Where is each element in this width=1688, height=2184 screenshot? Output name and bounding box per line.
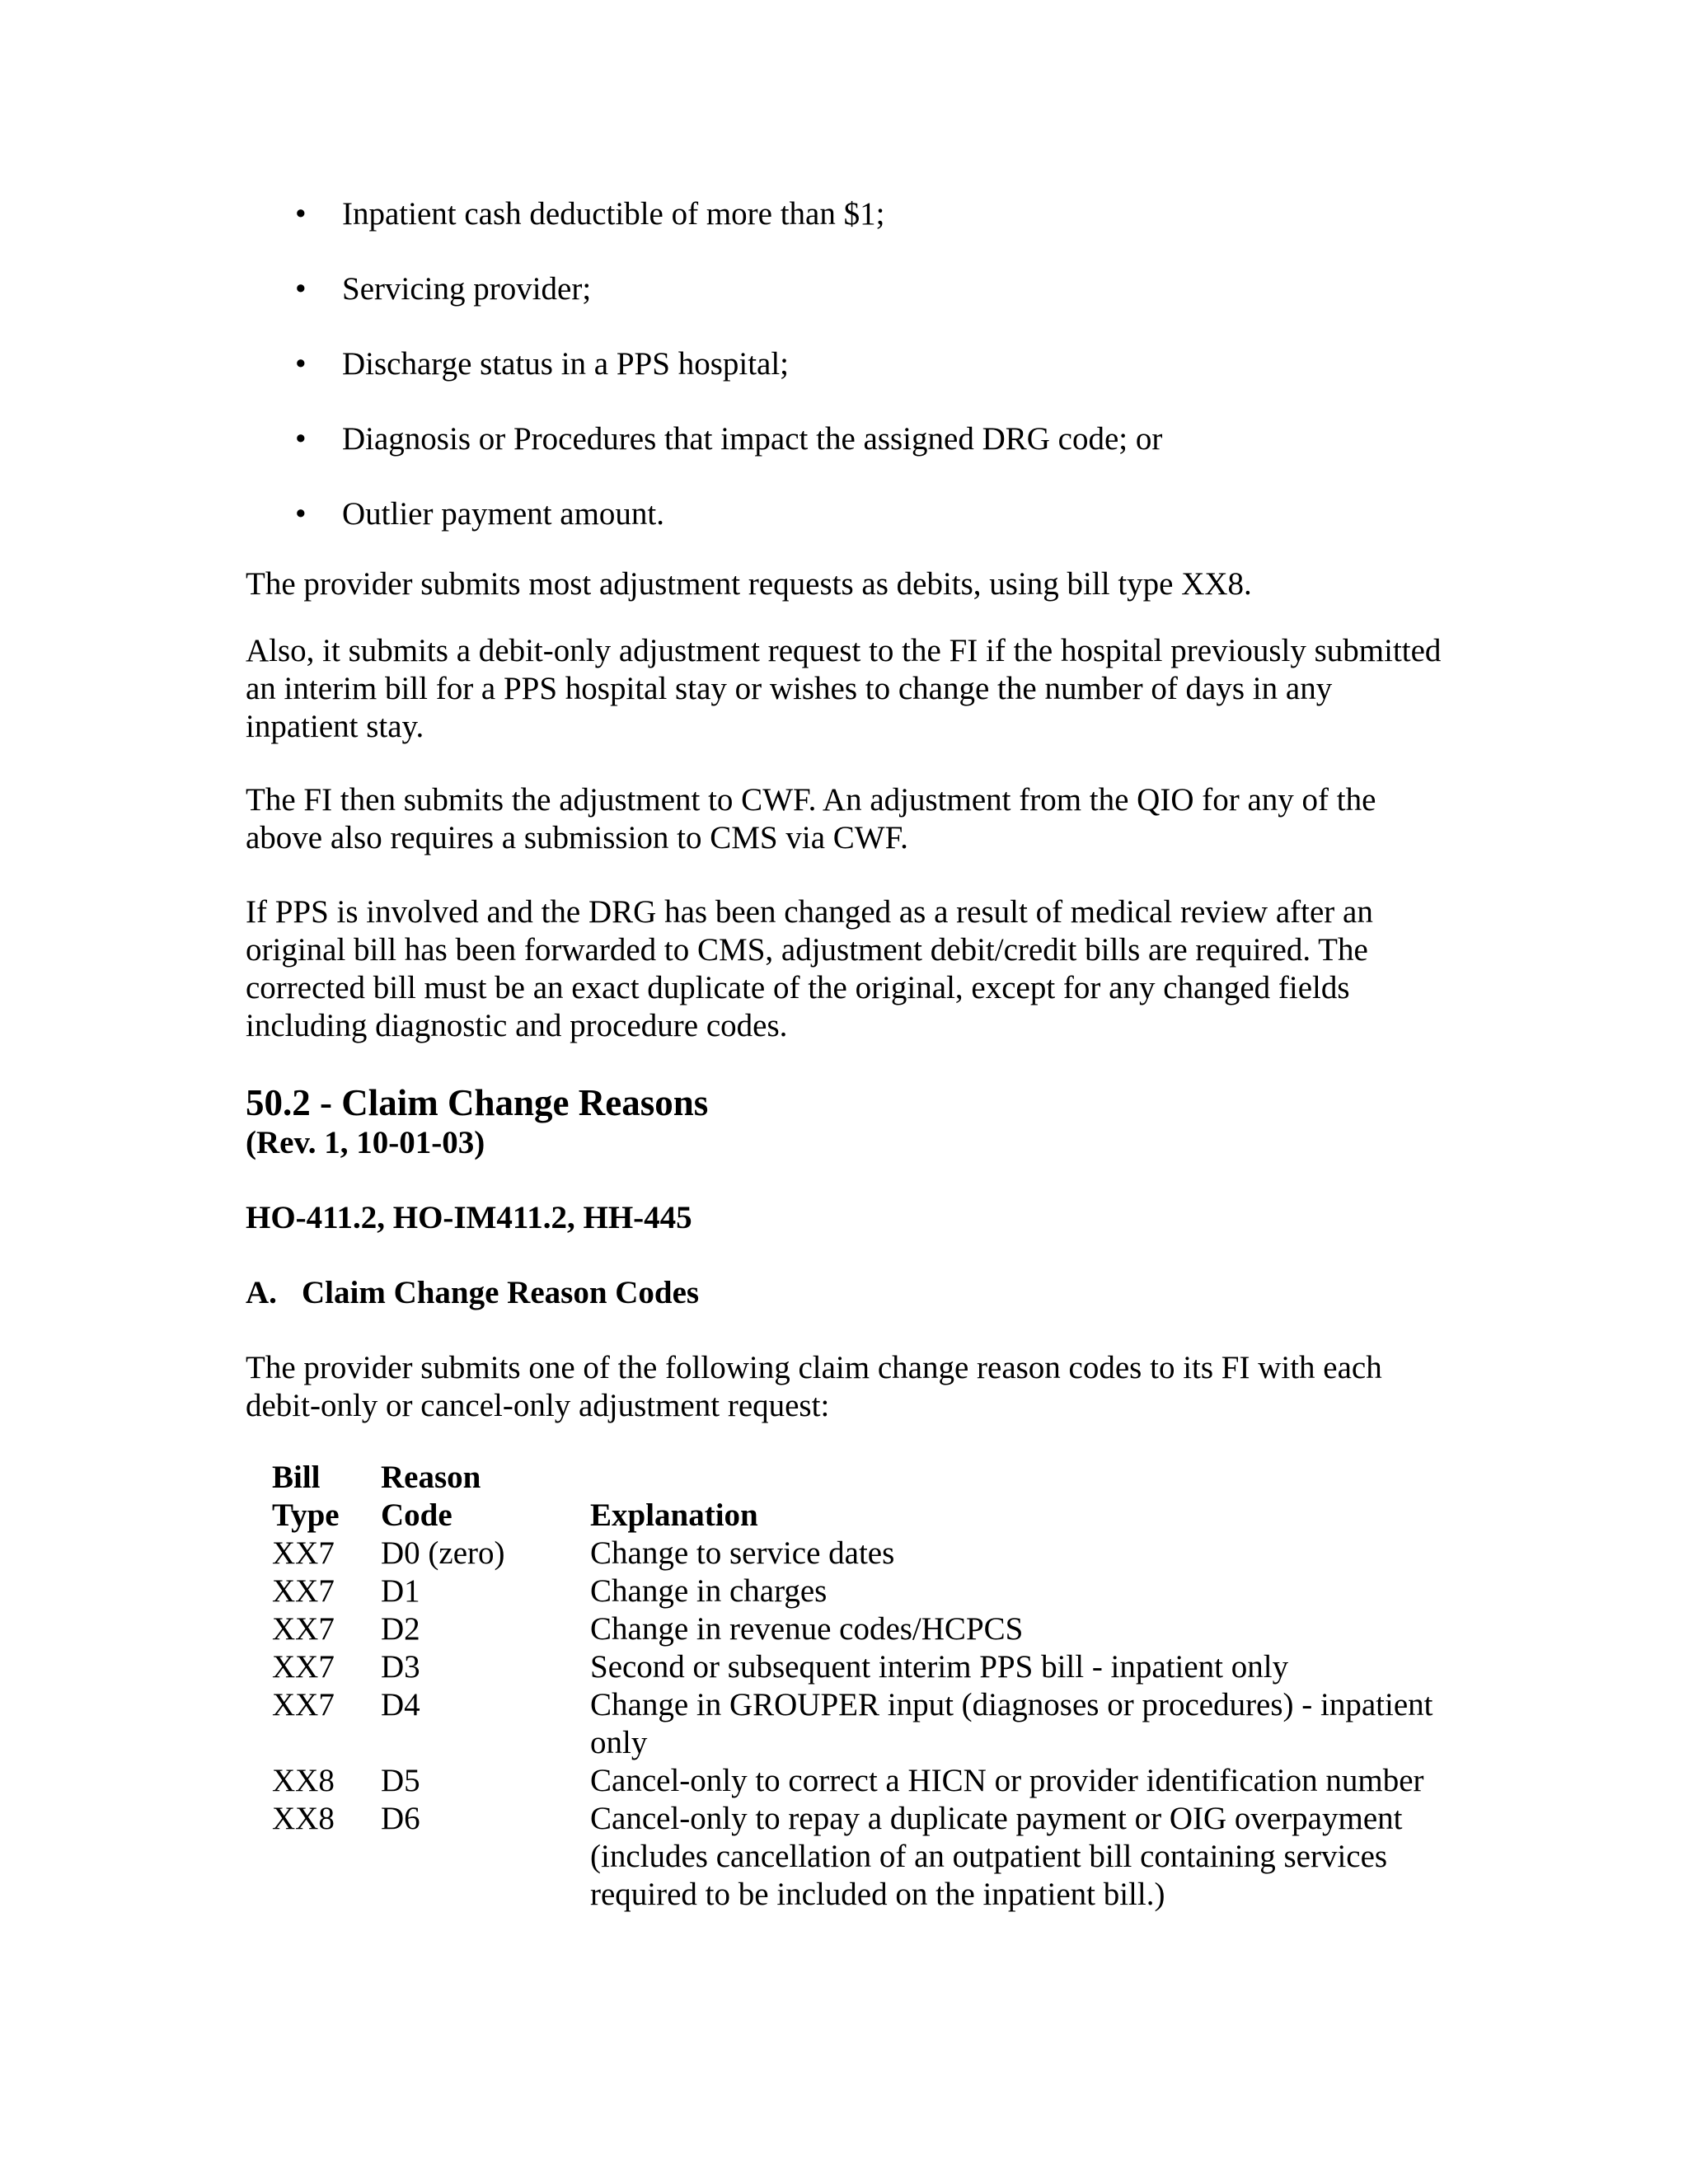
cell-bill-type: XX7 xyxy=(272,1611,335,1647)
paragraph-intro-codes: The provider submits one of the following claim change reason codes to its FI with each debit-only or cancel-only adjustment request: xyxy=(246,1350,1382,1423)
header-explanation: Explanation xyxy=(590,1497,758,1533)
cell-explanation: Cancel-only to correct a HICN or provider identification number xyxy=(590,1763,1424,1798)
cell-bill-type: XX7 xyxy=(272,1573,335,1609)
cell-reason-code: D0 (zero) xyxy=(381,1535,505,1571)
paragraph-debit-only: Also, it submits a debit-only adjustment request to the FI if the hospital previously submitted an interim bill for a PPS hospital stay or wishes to change the number of days in any inpatient stay. xyxy=(246,633,1442,744)
cell-reason-code: D3 xyxy=(381,1649,420,1685)
list-item: • Diagnosis or Procedures that impact the assigned DRG code; or xyxy=(295,421,1163,457)
section-title: 50.2 - Claim Change Reasons xyxy=(246,1082,709,1123)
cell-explanation: Change in revenue codes/HCPCS xyxy=(590,1611,1024,1647)
reference-codes: HO-411.2, HO-IM411.2, HH-445 xyxy=(246,1200,692,1235)
list-item: • Outlier payment amount. xyxy=(295,496,664,532)
bullet-list xyxy=(246,195,1449,570)
header-reason-code: Reason Code xyxy=(381,1460,481,1533)
table-row xyxy=(272,1686,1451,1762)
cell-bill-type: XX7 xyxy=(272,1687,335,1722)
bullet-icon: • xyxy=(295,271,307,307)
cell-explanation: Change in charges xyxy=(590,1573,828,1609)
cell-reason-code: D1 xyxy=(381,1573,420,1609)
revision-note: (Rev. 1, 10-01-03) xyxy=(246,1125,485,1160)
bullet-icon: • xyxy=(295,196,307,232)
cell-reason-code: D5 xyxy=(381,1763,420,1798)
bullet-icon: • xyxy=(295,421,307,457)
cell-reason-code: D4 xyxy=(381,1687,420,1722)
cell-bill-type: XX7 xyxy=(272,1535,335,1571)
cell-reason-code: D2 xyxy=(381,1611,420,1647)
list-item: • Discharge status in a PPS hospital; xyxy=(295,346,790,382)
table-row xyxy=(272,1610,1451,1648)
cell-bill-type: XX8 xyxy=(272,1801,335,1836)
table-row xyxy=(272,1572,1451,1610)
cell-bill-type: XX7 xyxy=(272,1649,335,1685)
cell-explanation: Second or subsequent interim PPS bill - inpatient only xyxy=(590,1649,1289,1685)
table-row xyxy=(272,1648,1451,1686)
cell-explanation: Cancel-only to repay a duplicate payment or OIG overpayment (includes cancellation of an outpatient bill containing services required to be included on the inpatient bill.) xyxy=(590,1801,1403,1912)
list-item: • Servicing provider; xyxy=(295,271,592,307)
table-row xyxy=(272,1762,1451,1800)
table-header xyxy=(272,1459,1451,1535)
header-bill-type: Bill Type xyxy=(272,1460,340,1533)
paragraph-cwf: The FI then submits the adjustment to CWF. An adjustment from the QIO for any of the above also requires a submission to CMS via CWF. xyxy=(246,782,1376,855)
cell-explanation: Change in GROUPER input (diagnoses or procedures) - inpatient only xyxy=(590,1687,1433,1760)
reason-codes-table xyxy=(272,1459,1451,1914)
subsection-title: Claim Change Reason Codes xyxy=(302,1275,700,1310)
paragraph-pps-drg: If PPS is involved and the DRG has been changed as a result of medical review after an original bill has been forwarded to CMS, adjustment debit/credit bills are required. The corrected bill must be an exact duplicate of the original, except for any changed fields including diagnostic and procedure codes. xyxy=(246,894,1373,1043)
cell-explanation: Change to service dates xyxy=(590,1535,895,1571)
subsection-label: A. xyxy=(246,1275,277,1310)
bullet-icon: • xyxy=(295,496,307,532)
cell-reason-code: D6 xyxy=(381,1801,420,1836)
list-item: • Inpatient cash deductible of more than $1; xyxy=(295,196,885,232)
table-row xyxy=(272,1800,1451,1914)
table-row xyxy=(272,1535,1451,1572)
subsection-heading xyxy=(246,1274,699,1312)
cell-bill-type: XX8 xyxy=(272,1763,335,1798)
bullet-icon: • xyxy=(295,346,307,382)
paragraph-bill-type: The provider submits most adjustment requests as debits, using bill type XX8. xyxy=(246,566,1252,602)
